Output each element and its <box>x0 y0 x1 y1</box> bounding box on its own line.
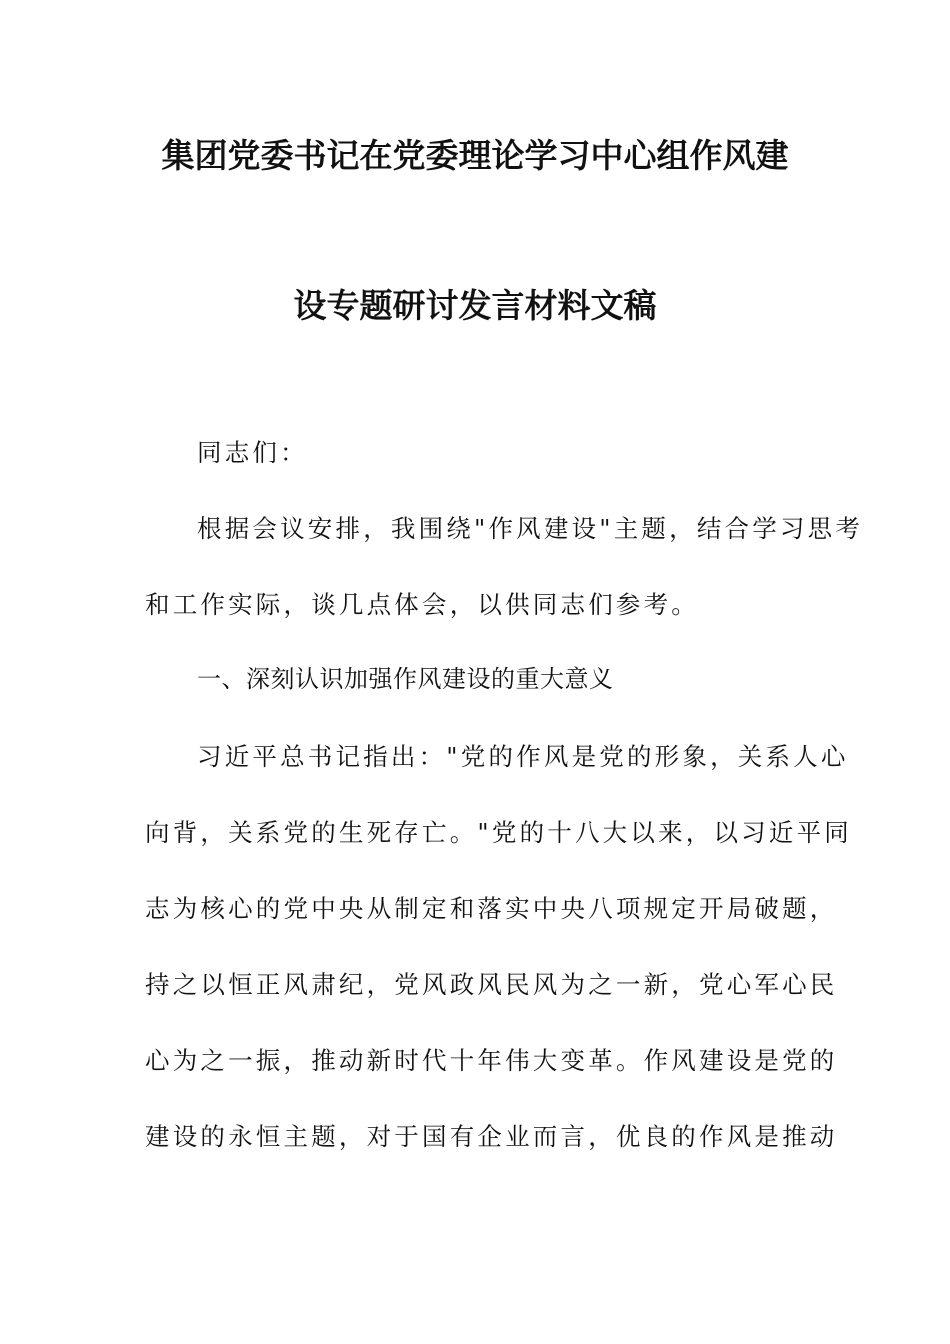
body-line: 习近平总书记指出："党的作风是党的形象，关系人心 <box>197 742 849 771</box>
intro-line: 根据会议安排，我围绕"作风建设"主题，结合学习思考 <box>197 514 864 543</box>
salutation: 同志们： <box>197 438 308 467</box>
body-line: 心为之一振，推动新时代十年伟大变革。作风建设是党的 <box>145 1046 838 1075</box>
document-title-line-2: 设专题研讨发言材料文稿 <box>293 286 657 325</box>
body-line: 持之以恒正风肃纪，党风政风民风为之一新，党心军心民 <box>145 970 838 999</box>
section-heading: 一、深刻认识加强作风建设的重大意义 <box>197 665 614 693</box>
body-line: 建设的永恒主题，对于国有企业而言，优良的作风是推动 <box>145 1122 838 1151</box>
intro-line: 和工作实际，谈几点体会，以供同志们参考。 <box>145 590 699 619</box>
document-title-line-1: 集团党委书记在党委理论学习中心组作风建 <box>161 136 789 175</box>
body-line: 向背，关系党的生死存亡。"党的十八大以来，以习近平同 <box>145 818 852 847</box>
body-line: 志为核心的党中央从制定和落实中央八项规定开局破题， <box>145 894 838 923</box>
